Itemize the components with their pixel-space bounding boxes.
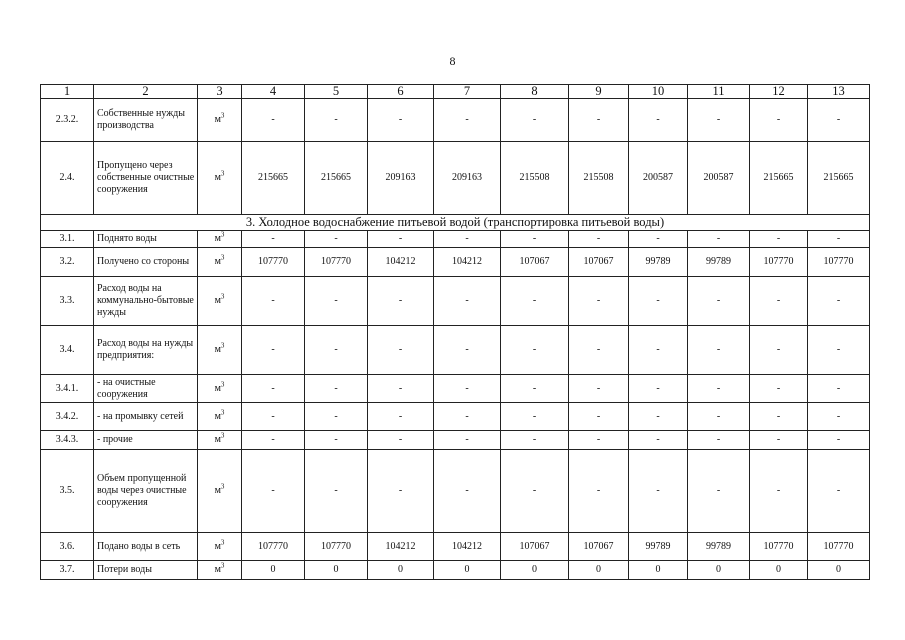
table-row [41,248,870,277]
row-name: Расход воды на коммунально-бытовые нужды [94,277,198,326]
row-code: 3.3. [41,277,94,326]
value-cell: - [808,326,870,375]
value-cell: - [242,277,305,326]
table-row [41,142,870,215]
value-cell: - [808,431,870,450]
value-cell: 0 [501,561,569,580]
row-unit [198,450,242,533]
row-name: Получено со стороны [94,248,198,277]
row-name: Объем пропущенной воды через очистные сооружения [94,450,198,533]
row-unit [198,277,242,326]
header-cell: 3 [198,85,242,99]
table-row [41,533,870,561]
unit-base: м [214,295,221,306]
value-cell: 0 [569,561,629,580]
unit-base: м [214,485,221,496]
row-name: Потери воды [94,561,198,580]
header-cell: 8 [501,85,569,99]
value-cell: 107067 [501,248,569,277]
value-cell: - [569,450,629,533]
value-cell: - [368,277,434,326]
value-cell: - [688,231,750,248]
value-cell: - [501,403,569,431]
value-cell: - [305,431,368,450]
unit-base: м [214,434,221,445]
header-cell: 12 [750,85,808,99]
value-cell: 215508 [501,142,569,215]
value-cell: 215665 [808,142,870,215]
unit-base: м [214,114,221,125]
value-cell: 107770 [808,248,870,277]
value-cell: 104212 [434,248,501,277]
table-row [41,99,870,142]
header-cell: 4 [242,85,305,99]
value-cell: - [629,403,688,431]
value-cell: - [434,403,501,431]
row-unit [198,533,242,561]
unit-exponent: 3 [220,561,225,570]
value-cell: - [305,375,368,403]
row-code: 3.6. [41,533,94,561]
value-cell: - [368,375,434,403]
value-cell: - [750,403,808,431]
value-cell: - [242,326,305,375]
row-unit [198,231,242,248]
header-cell: 13 [808,85,870,99]
value-cell: - [750,231,808,248]
unit-exponent: 3 [220,538,225,547]
value-cell: 107770 [242,248,305,277]
table-row [41,326,870,375]
value-cell: 200587 [629,142,688,215]
header-cell: 11 [688,85,750,99]
value-cell: 0 [688,561,750,580]
value-cell: 215665 [750,142,808,215]
value-cell: 0 [434,561,501,580]
value-cell: - [688,403,750,431]
row-unit [198,403,242,431]
value-cell: - [750,326,808,375]
value-cell: 99789 [688,248,750,277]
unit-exponent: 3 [220,431,225,440]
value-cell: 107067 [501,533,569,561]
unit-base: м [214,540,221,552]
value-cell: - [305,277,368,326]
value-cell: 99789 [629,533,688,561]
row-name: Поднято воды [94,231,198,248]
unit-exponent: 3 [220,292,225,301]
value-cell: 107067 [569,248,629,277]
value-cell: 107770 [305,248,368,277]
value-cell: 107067 [569,533,629,561]
value-cell: - [688,326,750,375]
value-cell: 107770 [808,533,870,561]
row-name: Расход воды на нужды предприятия: [94,326,198,375]
value-cell: - [569,231,629,248]
value-cell: - [368,326,434,375]
value-cell: - [434,431,501,450]
table-row [41,403,870,431]
unit-exponent: 3 [220,408,225,417]
section-row [41,215,870,231]
value-cell: - [808,375,870,403]
value-cell: 0 [305,561,368,580]
unit-base: м [214,172,221,183]
value-cell: - [629,450,688,533]
value-cell: - [688,99,750,142]
value-cell: - [808,231,870,248]
value-cell: - [688,375,750,403]
row-unit [198,431,242,450]
value-cell: - [501,231,569,248]
row-code: 3.2. [41,248,94,277]
value-cell: - [242,403,305,431]
row-unit [198,99,242,142]
row-name: Пропущено через собственные очистные сооружения [94,142,198,215]
value-cell: - [808,450,870,533]
value-cell: - [434,277,501,326]
value-cell: 107770 [242,533,305,561]
value-cell: - [305,403,368,431]
value-cell: 0 [242,561,305,580]
header-cell: 1 [41,85,94,99]
row-code: 3.1. [41,231,94,248]
value-cell: - [434,231,501,248]
unit-base: м [214,382,221,394]
value-cell: - [368,99,434,142]
value-cell: 209163 [368,142,434,215]
header-cell: 10 [629,85,688,99]
value-cell: - [569,431,629,450]
value-cell: - [501,450,569,533]
unit-base: м [214,344,221,355]
row-name: Подано воды в сеть [94,533,198,561]
value-cell: - [434,375,501,403]
value-cell: 215665 [305,142,368,215]
value-cell: 107770 [305,533,368,561]
value-cell: - [808,99,870,142]
value-cell: - [242,375,305,403]
value-cell: - [629,231,688,248]
row-code: 3.7. [41,561,94,580]
header-row [41,85,870,99]
value-cell: - [501,375,569,403]
value-cell: - [501,277,569,326]
value-cell: - [629,375,688,403]
header-cell: 9 [569,85,629,99]
row-name: - на очистные сооружения [94,375,198,403]
row-code: 2.3.2. [41,99,94,142]
value-cell: 104212 [434,533,501,561]
table-row [41,450,870,533]
value-cell: - [434,99,501,142]
row-code: 3.4.3. [41,431,94,450]
row-code: 3.4.1. [41,375,94,403]
value-cell: - [629,431,688,450]
value-cell: - [368,450,434,533]
unit-exponent: 3 [220,253,225,262]
unit-exponent: 3 [220,380,225,389]
table-row [41,431,870,450]
value-cell: - [569,99,629,142]
table-row [41,277,870,326]
value-cell: - [305,326,368,375]
value-cell: - [688,277,750,326]
table-row [41,231,870,248]
section-title: 3. Холодное водоснабжение питьевой водой (транспортировка питьевой воды) [41,215,870,231]
value-cell: - [750,431,808,450]
unit-exponent: 3 [220,341,225,350]
value-cell: 107770 [750,533,808,561]
value-cell: 0 [750,561,808,580]
value-cell: - [305,99,368,142]
unit-exponent: 3 [220,169,225,178]
value-cell: - [501,431,569,450]
value-cell: - [368,231,434,248]
value-cell: - [434,326,501,375]
value-cell: - [242,231,305,248]
unit-exponent: 3 [220,111,225,120]
value-cell: 0 [629,561,688,580]
row-name: - прочие [94,431,198,450]
row-code: 2.4. [41,142,94,215]
value-cell: - [750,99,808,142]
value-cell: 215665 [242,142,305,215]
value-cell: 209163 [434,142,501,215]
value-cell: 0 [808,561,870,580]
unit-base: м [214,410,221,422]
value-cell: - [501,326,569,375]
value-cell: - [501,99,569,142]
value-cell: - [750,450,808,533]
value-cell: 0 [368,561,434,580]
header-cell: 7 [434,85,501,99]
header-cell: 6 [368,85,434,99]
value-cell: - [242,431,305,450]
unit-base: м [214,564,221,575]
value-cell: 200587 [688,142,750,215]
row-name: Собственные нужды производства [94,99,198,142]
value-cell: - [750,375,808,403]
value-cell: - [629,99,688,142]
value-cell: - [688,450,750,533]
table-row [41,561,870,580]
value-cell: - [242,450,305,533]
row-name: - на промывку сетей [94,403,198,431]
value-cell: 104212 [368,533,434,561]
table-row [41,375,870,403]
value-cell: - [808,403,870,431]
value-cell: - [368,403,434,431]
unit-base: м [214,256,221,267]
row-unit [198,561,242,580]
row-code: 3.4. [41,326,94,375]
value-cell: - [305,450,368,533]
value-cell: 215508 [569,142,629,215]
value-cell: - [569,326,629,375]
value-cell: - [808,277,870,326]
row-unit [198,375,242,403]
value-cell: - [750,277,808,326]
value-cell: - [629,277,688,326]
value-cell: - [305,231,368,248]
row-code: 3.5. [41,450,94,533]
value-cell: - [569,403,629,431]
water-balance-table [40,84,870,580]
row-code: 3.4.2. [41,403,94,431]
row-unit [198,248,242,277]
value-cell: 104212 [368,248,434,277]
value-cell: 107770 [750,248,808,277]
value-cell: - [368,431,434,450]
value-cell: - [688,431,750,450]
value-cell: - [569,277,629,326]
value-cell: - [434,450,501,533]
value-cell: - [629,326,688,375]
value-cell: 99789 [688,533,750,561]
unit-exponent: 3 [220,230,225,239]
header-cell: 5 [305,85,368,99]
row-unit [198,326,242,375]
row-unit [198,142,242,215]
value-cell: - [242,99,305,142]
page-number: 8 [449,54,456,68]
unit-base: м [214,233,221,244]
value-cell: 99789 [629,248,688,277]
header-cell: 2 [94,85,198,99]
value-cell: - [569,375,629,403]
unit-exponent: 3 [220,482,225,491]
